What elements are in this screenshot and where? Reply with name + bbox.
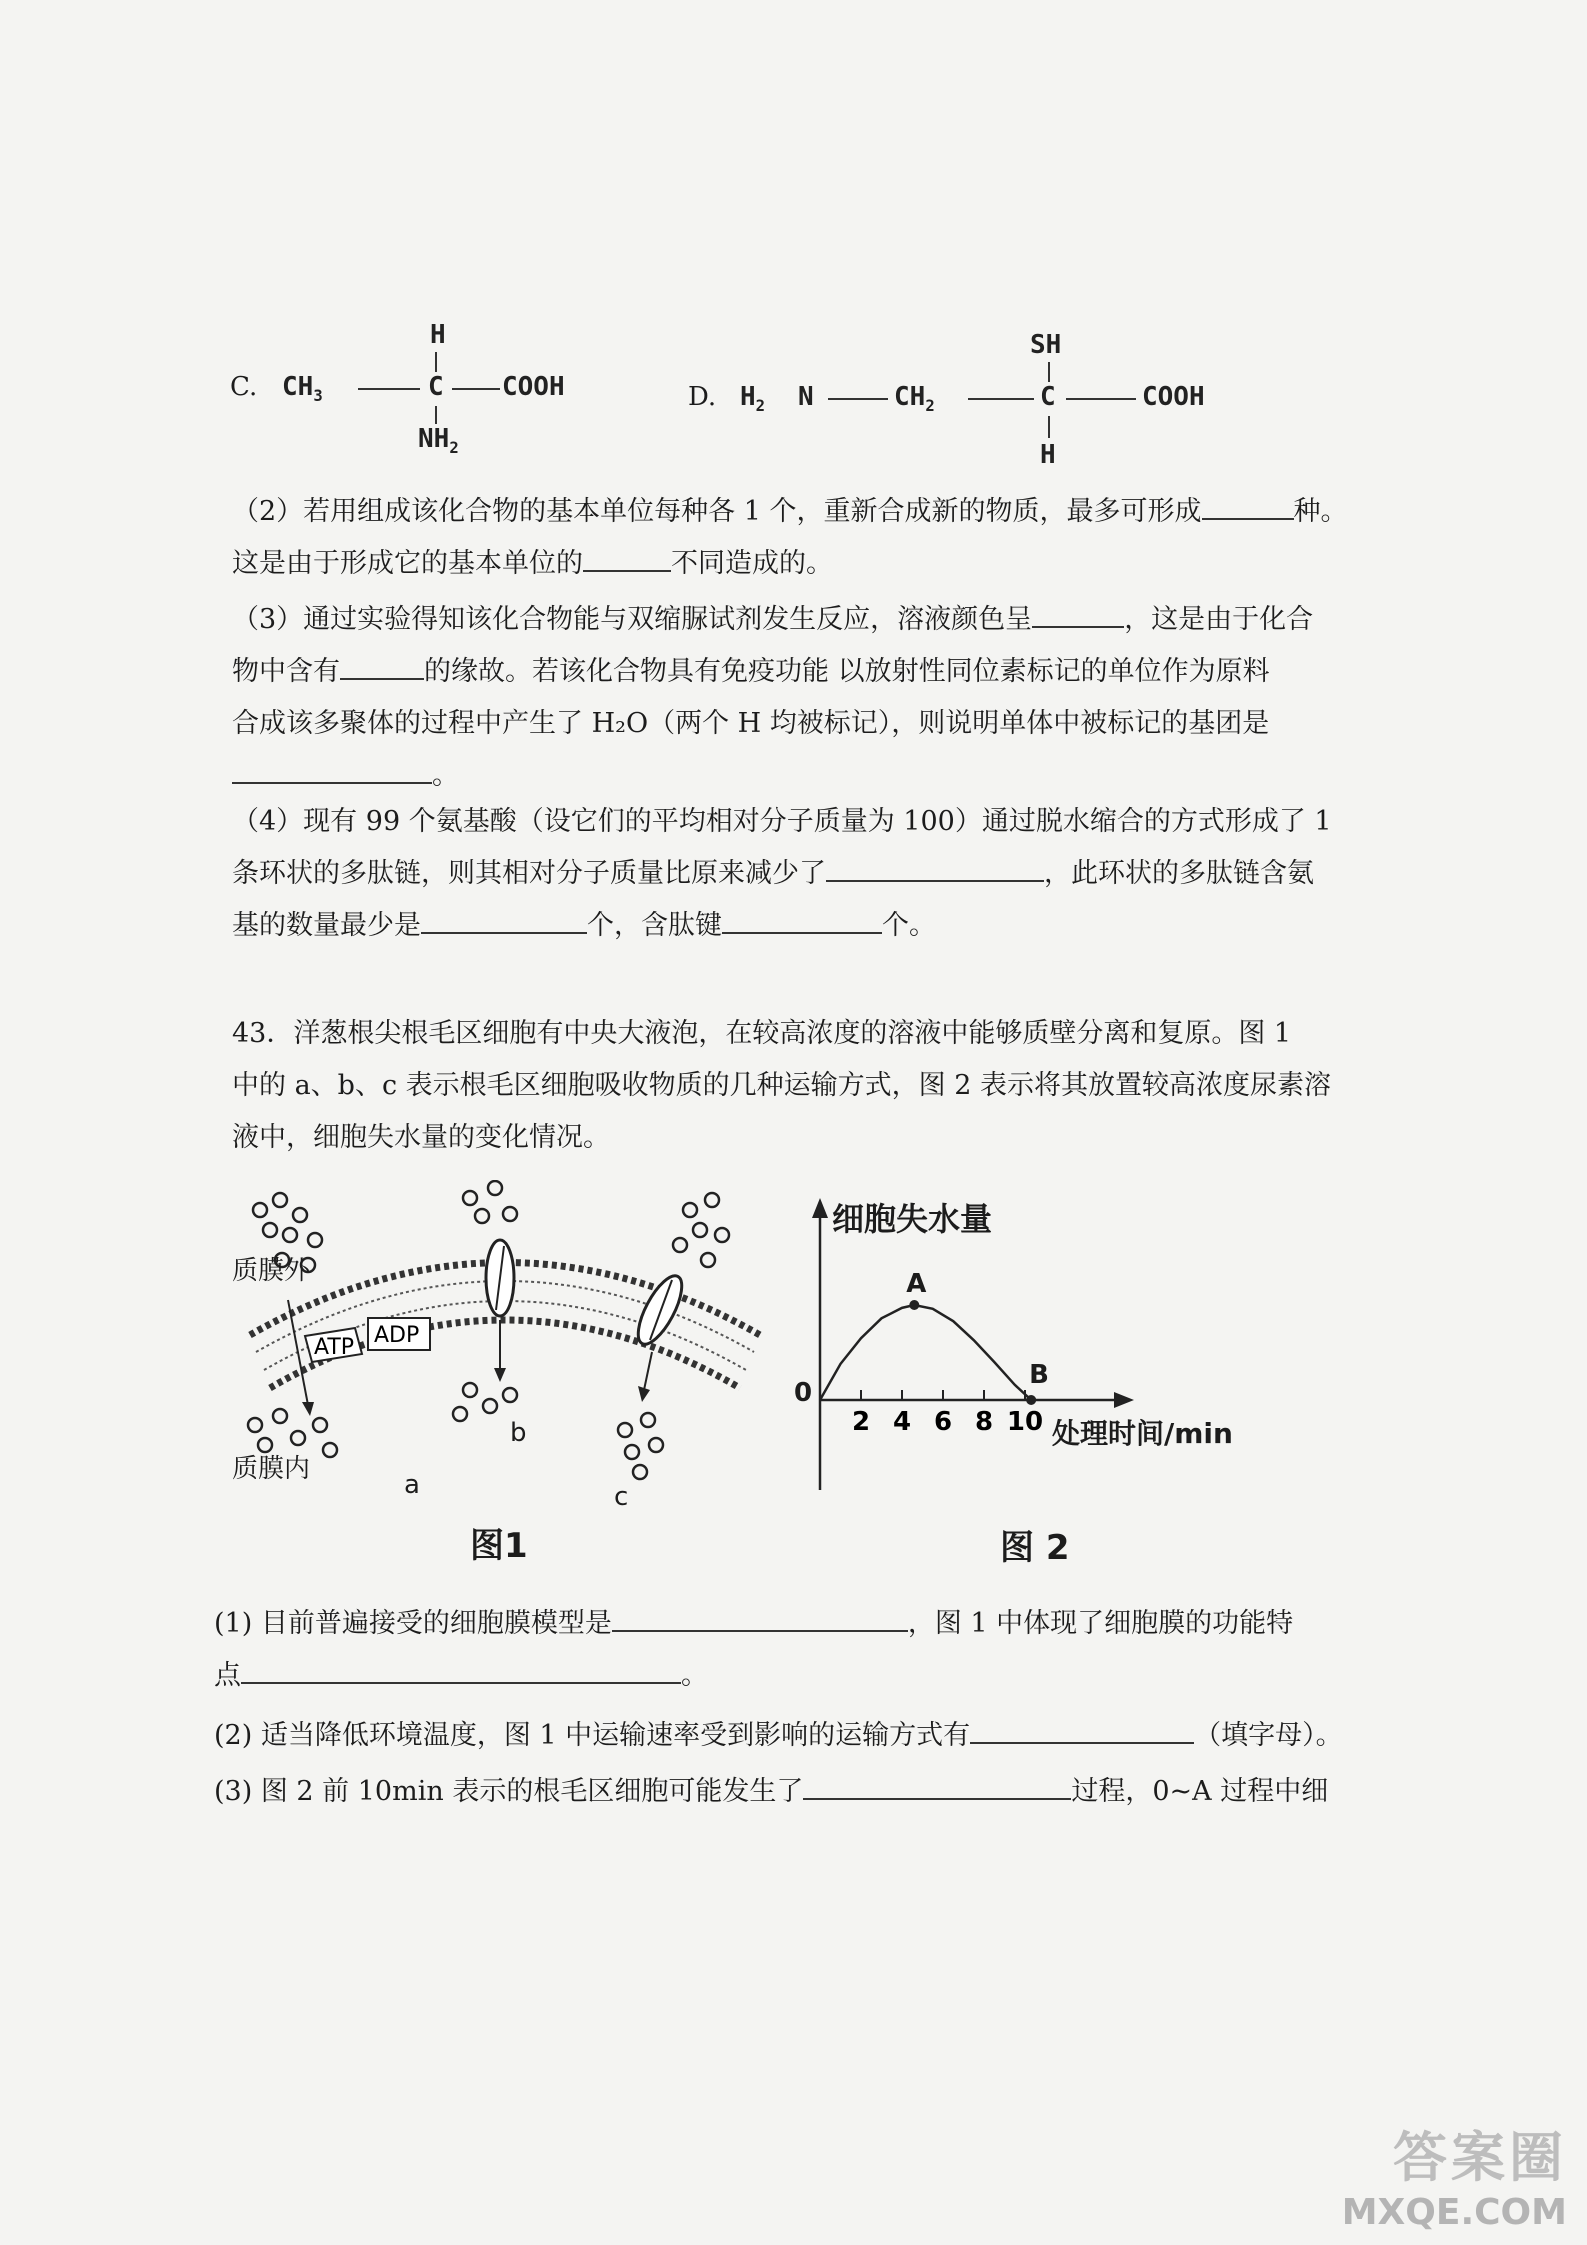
option-d-center: C <box>1040 382 1056 412</box>
answer-blank[interactable] <box>1032 596 1124 628</box>
figure2-caption: 图 2 <box>1000 1528 1070 1568</box>
q43-sub2: (2) 适当降低环境温度，图 1 中运输速率受到影响的运输方式有 （填字母）。 <box>214 1710 1343 1762</box>
label-b: b <box>510 1418 527 1448</box>
option-d-h2n: $H_2$ <box>740 382 766 416</box>
q42-part3-line1: （3）通过实验得知该化合物能与双缩脲试剂发生反应，溶液颜色呈 ，这是由于化合 <box>232 594 1313 646</box>
option-c-center: C <box>428 372 444 402</box>
watermark <box>1342 2115 1567 2233</box>
option-d-h-bottom: H <box>1040 440 1056 470</box>
option-c-ch3: $CH_3$ <box>282 372 323 406</box>
option-c-label: C. <box>230 372 258 402</box>
q42-part3-line2: 物中含有 的缘故。若该化合物具有免疫功能 以放射性同位素标记的单位作为原料 <box>232 646 1313 698</box>
point-b-label: B <box>1029 1360 1049 1390</box>
answer-blank[interactable] <box>232 752 432 784</box>
arrow-c <box>644 1352 652 1390</box>
option-c-bond-right <box>452 388 500 390</box>
watermark-url: MXQE.COM <box>1341 2192 1567 2233</box>
q42-part3-line3: 合成该多聚体的过程中产生了 H₂O（两个 H 均被标记），则说明单体中被标记的基团是 <box>232 708 1270 739</box>
answer-blank[interactable] <box>970 1712 1194 1744</box>
option-d-sh: SH <box>1030 330 1062 360</box>
x-tick-label: 6 <box>933 1407 953 1437</box>
q42-part2 <box>232 486 1348 590</box>
arrow-b-head <box>494 1368 506 1382</box>
q43-sub1 <box>214 1598 1293 1702</box>
x-ticks <box>852 1390 1043 1437</box>
option-d-vbond-top <box>1048 362 1050 382</box>
label-a: a <box>404 1470 420 1500</box>
answer-blank[interactable] <box>583 540 671 572</box>
q43-sub1-line1: (1) 目前普遍接受的细胞膜模型是 ，图 1 中体现了细胞膜的功能特 <box>214 1598 1293 1650</box>
option-d-cooh: COOH <box>1142 382 1205 412</box>
point-b-marker <box>1026 1395 1036 1405</box>
answer-blank[interactable] <box>421 902 587 934</box>
q43-intro <box>232 1008 1331 1164</box>
q42-part4-line3: 基的数量最少是 个，含肽键 个。 <box>232 900 1332 952</box>
label-c: c <box>614 1482 629 1512</box>
option-d-label: D. <box>688 382 717 412</box>
point-a-label: A <box>906 1269 927 1299</box>
q43-intro-line2: 中的 a、b、c 表示根毛区细胞吸收物质的几种运输方式，图 2 表示将其放置较高浓度尿素溶 <box>232 1070 1332 1101</box>
option-c-cooh: COOH <box>502 372 565 402</box>
x-axis-label: 处理时间/min <box>1052 1417 1233 1450</box>
q43-sub3: (3) 图 2 前 10min 表示的根毛区细胞可能发生了 过程，0~A 过程中细 <box>214 1766 1328 1818</box>
x-tick-label: 8 <box>974 1407 994 1437</box>
option-c-bond-left <box>358 388 420 390</box>
arrow-c-head <box>638 1386 650 1402</box>
arrow-a-head <box>302 1402 314 1416</box>
option-d-bond-3 <box>1066 398 1136 400</box>
q42-part3 <box>232 594 1313 802</box>
answer-blank[interactable] <box>803 1768 1071 1800</box>
answer-blank[interactable] <box>340 648 424 680</box>
atp-label: ATP <box>314 1335 355 1360</box>
figure1 <box>220 1180 790 1580</box>
origin-label: 0 <box>794 1378 813 1408</box>
y-axis-label: 细胞失水量 <box>832 1200 993 1238</box>
option-c <box>230 320 650 460</box>
outside-label: 质膜外 <box>232 1256 311 1286</box>
q42-part3-line4: 。 <box>232 750 1313 802</box>
q42-part4 <box>232 796 1332 952</box>
answer-blank[interactable] <box>612 1600 908 1632</box>
water-loss-curve <box>820 1305 1031 1400</box>
option-c-nh2: $NH_2$ <box>418 424 459 458</box>
arrow-a <box>288 1300 308 1405</box>
q43-sub1-line2: 点 。 <box>214 1650 1293 1702</box>
figure2 <box>790 1190 1270 1590</box>
adp-label: ADP <box>374 1323 420 1348</box>
q42-part2-line1: （2）若用组成该化合物的基本单位每种各 1 个，重新合成新的物质，最多可形成 种。 <box>232 486 1348 538</box>
figure1-caption: 图1 <box>470 1526 528 1566</box>
option-d-ch2: $CH_2$ <box>894 382 935 416</box>
option-c-vbond-bottom <box>435 406 437 424</box>
option-c-vbond-top <box>435 352 437 372</box>
option-d <box>688 330 1328 480</box>
q42-part4-line2: 条环状的多肽链，则其相对分子质量比原来减少了 ，此环状的多肽链含氨 <box>232 848 1332 900</box>
y-axis-arrow <box>812 1198 828 1218</box>
q43-intro-line3: 液中，细胞失水量的变化情况。 <box>232 1122 610 1153</box>
answer-blank[interactable] <box>826 850 1044 882</box>
q42-part4-line1: （4）现有 99 个氨基酸（设它们的平均相对分子质量为 100）通过脱水缩合的方式形成了 1 <box>232 806 1332 837</box>
answer-blank[interactable] <box>722 902 882 934</box>
watermark-logo: 答案圈 <box>1393 2126 1567 2189</box>
option-d-n: N <box>798 382 814 412</box>
q43-intro-line1: 43．洋葱根尖根毛区细胞有中央大液泡，在较高浓度的溶液中能够质壁分离和复原。图 1 <box>232 1018 1292 1049</box>
answer-blank[interactable] <box>241 1652 681 1684</box>
x-tick-label: 2 <box>851 1407 871 1437</box>
x-tick-label: 10 <box>1006 1407 1044 1437</box>
q42-part2-line2: 这是由于形成它的基本单位的 不同造成的。 <box>232 538 1348 590</box>
x-axis-arrow <box>1114 1392 1134 1408</box>
option-d-vbond-bottom <box>1048 416 1050 438</box>
inside-label: 质膜内 <box>232 1454 311 1484</box>
option-d-bond-1 <box>828 398 888 400</box>
x-tick-label: 4 <box>892 1407 912 1437</box>
molecules-inside <box>248 1383 663 1479</box>
point-a-marker <box>909 1300 919 1310</box>
option-d-bond-2 <box>968 398 1034 400</box>
answer-blank[interactable] <box>1202 488 1294 520</box>
option-c-h-top: H <box>430 320 446 350</box>
